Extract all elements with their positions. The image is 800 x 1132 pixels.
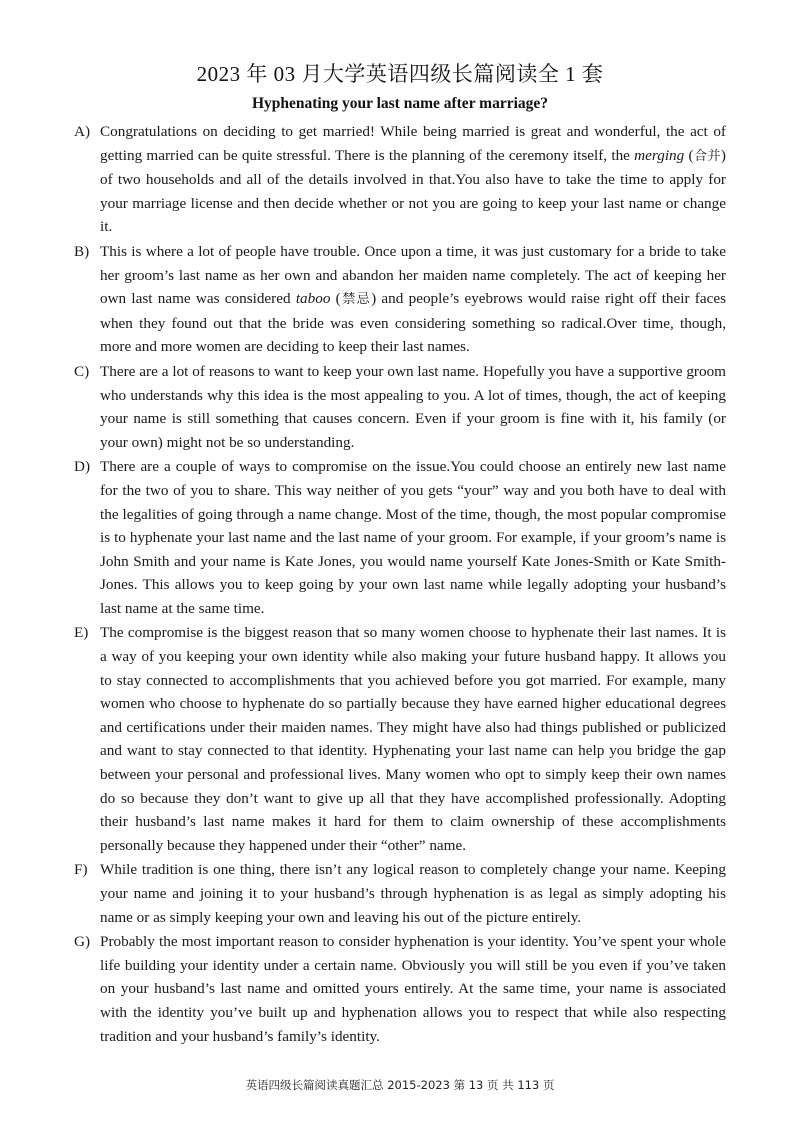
paragraph-d [74,455,726,620]
paragraph-f [74,858,726,929]
italic-term: taboo [295,290,331,308]
paragraph-text: While tradition is one thing, there isn’t any logical reason to completely change your name. Keeping your name and joining it to your husband’s through hyphenation is as legal as simply adopting his name or as simply keeping your own and leaving his out of the picture entirely. [100,861,726,926]
footer-page-label: 页 [487,1078,499,1092]
text-segment: ( [330,290,341,308]
paragraph-e [74,621,726,857]
paragraph-letter: D) [74,458,91,476]
italic-term: merging [634,146,685,164]
paragraph-letter: A) [74,123,91,140]
paragraph-letter: C) [74,362,90,380]
chinese-gloss: 禁忌 [340,292,372,308]
footer-total-prefix: 共 [502,1078,514,1092]
text-segment: ) of two households and all of the details involved in that.You also have to take the time to apply for your marriage license and then decide whether or not you are going to keep your last name or change it. [100,146,726,236]
footer-collection: 英语四级长篇阅读真题汇总 2015-2023 [245,1078,450,1092]
paragraph-a [74,120,726,239]
paragraph-list [74,120,726,1048]
paragraph-text: There are a lot of reasons to want to keep your own last name. Hopefully you have a supportive groom who understands why this idea is the most appealing to you. A lot of times, though, the act of keeping your name is still something that causes concern. Even if your groom is fine with it, his family (or your own) might not be so understanding. [100,362,726,451]
paragraph-letter: F) [74,861,88,879]
paragraph-c [74,360,726,454]
page-footer [0,1077,800,1093]
paragraph-letter: B) [74,242,90,260]
text-segment: Congratulations on deciding to get married! While being married is great and wonderful, the act of getting married can be quite stressful. There is the planning of the ceremony itself, the [100,123,726,164]
paragraph-text: The compromise is the biggest reason that so many women choose to hyphenate their last names. It is a way of you keeping your own identity while also making your future husband happy. It allows you to stay connected to accomplishments that you achieved before you got married. For example, many women who choose to hyphenate do so partially because they have earned higher educational degrees and certifications under their maiden names. They might have also had things published or publicized and want to stay connected to that identity. Hyphenating your last name can help you bridge the gap between your personal and professional lives. Many women who opt to simply keep their own names do so because they don’t want to give up all that they have accomplished professionally. Adopting their husband’s last name makes it hard for them to claim ownership of these accomplishments personally because they happened under their “other” name. [100,624,726,854]
paragraph-g [74,930,726,1048]
paragraph-text [100,243,726,355]
page-title: 2023 年 03 月大学英语四级长篇阅读全 1 套 [196,62,604,86]
footer-total-label: 页 [542,1078,555,1092]
paragraph-text [100,123,726,235]
text-segment: This is where a lot of people have trouble. Once upon a time, it was just customary for a bride to take her groom’s last name as her own and abandon her maiden name completely. The act of keeping her own last name was considered [100,242,726,308]
paragraph-text: There are a couple of ways to compromise on the issue.You could choose an entirely new last name for the two of you to share. This way neither of you gets “your” way and you both have to deal with the legalities of going through a name change. Most of the time, though, the most popular compromise is to hyphenate your last name and the last name of your groom. For example, if your groom’s name is John Smith and your name is Kate Jones, you would name yourself Kate Jones-Smith or Kate Smith-Jones. This allows you to keep going by your own last name while legally adopting your husband’s last name at the same time. [100,458,726,617]
text-segment: ) and people’s eyebrows would raise right off their faces when they found out that the bride was even considering something so radical.Over time, though, more and more women are deciding to keep their last names. [100,290,726,356]
article-title: Hyphenating your last name after marriage? [251,95,549,112]
chinese-gloss: 合并 [693,148,721,164]
paragraph-letter: G) [74,933,91,951]
footer-page-number: 13 [468,1078,484,1092]
text-segment: ( [684,146,694,164]
footer-total-pages: 113 [517,1078,540,1092]
paragraph-b [74,240,726,359]
paragraph-letter: E) [74,624,89,642]
footer-page-prefix: 第 [453,1078,466,1092]
paragraph-text: Probably the most important reason to consider hyphenation is your identity. You’ve spent your whole life building your identity under a certain name. Obviously you will still be you even if you’ve taken on your husband’s last name and omitted yours entirely. At the same time, your name is associated with the identity you’ve built up and hyphenation allows you to respect that while also respecting tradition and your husband’s family’s identity. [100,933,726,1045]
